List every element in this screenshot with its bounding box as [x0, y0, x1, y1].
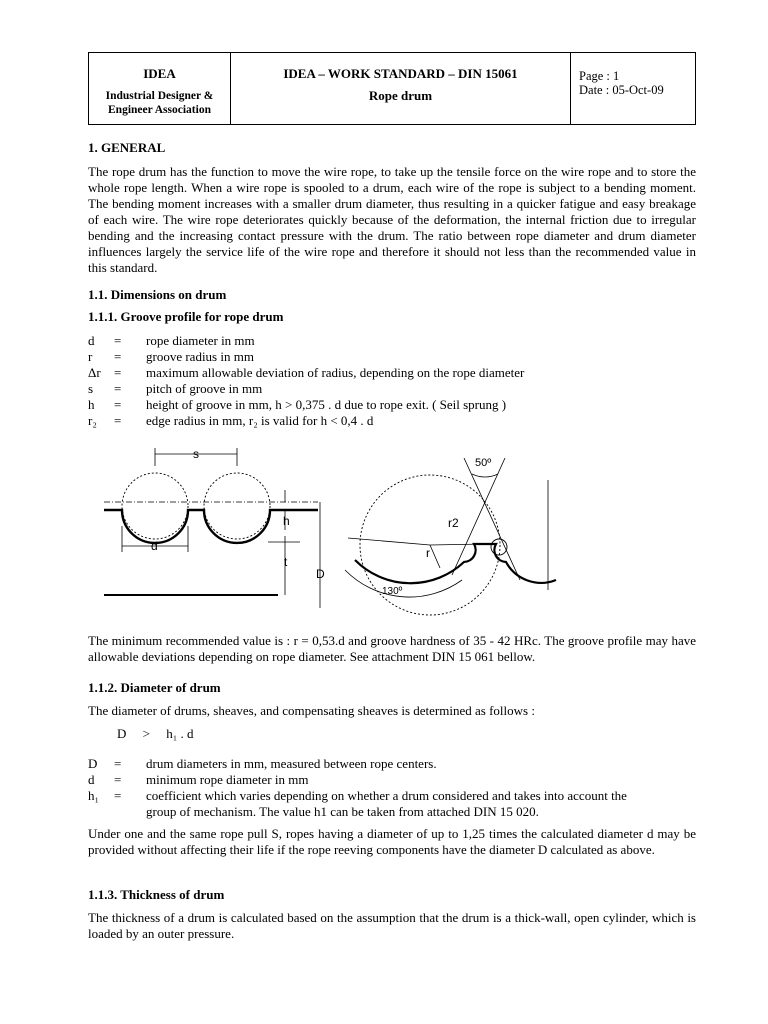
label-h: h: [283, 514, 290, 528]
header-title-cell: [231, 53, 571, 124]
section-thickness-heading: 1.1.3. Thickness of drum: [88, 887, 225, 902]
label-D: D: [316, 567, 325, 581]
def-description: pitch of groove in mm: [146, 381, 263, 396]
def-description: edge radius in mm, r₂ is valid for h < 0,4 . d: [146, 413, 374, 428]
header-org-cell: [89, 53, 231, 124]
def-equals: =: [114, 413, 122, 428]
header-table: [88, 52, 696, 125]
def-equals: =: [114, 756, 122, 771]
section-diameter-heading: 1.1.2. Diameter of drum: [88, 680, 221, 695]
section-general-text: The rope drum has the function to move the wire rope, to take up the tensile force on the wire rope and to store the whole rope length. When a wire rope is spooled to a drum, each wire of the rope is subject to a bending moment. The bending moment increases with a smaller drum diameter, thus resulting in a quicker fatigue and easy breakage of each wire. The wire rope deteriorates quickly because of the deformation, the internal friction due to irregular bending and the increasing contact pressure with the drum. The ratio between rope diameter and drum diameter influences largely the service life of the wire rope and therefore it should not less than the recommended value in this standard.: [88, 164, 696, 275]
def-symbol: h₁: [88, 788, 100, 803]
def-equals: =: [114, 381, 122, 396]
def-description: rope diameter in mm: [146, 333, 255, 348]
rope-circle-left: [122, 473, 188, 539]
header-meta-cell: [571, 53, 695, 124]
def-description: maximum allowable deviation of radius, depending on the rope diameter: [146, 365, 525, 380]
thickness-text: The thickness of a drum is calculated based on the assumption that the drum is a thick-wall, open cylinder, which is loaded by an outer pressure.: [88, 910, 696, 941]
org-subtitle-line2: Engineer Association: [108, 104, 211, 116]
def-symbol: d: [88, 772, 95, 787]
label-s: s: [193, 447, 199, 461]
label-angle-130: 130º: [382, 586, 403, 597]
diameter-text: Under one and the same rope pull S, ropes having a diameter of up to 1,25 times the calculated diameter d may be provided without affecting their life if the rope reeving components have the diameter D calculated as above.: [88, 826, 696, 857]
def-equals: =: [114, 349, 122, 364]
label-angle-50: 50º: [475, 457, 492, 469]
section-groove-heading: 1.1.1. Groove profile for rope drum: [88, 309, 284, 324]
def-equals: =: [114, 397, 122, 412]
groove-profile-diagram: [0, 440, 768, 620]
groove-detail-surface: [355, 544, 556, 583]
diameter-intro: The diameter of drums, sheaves, and compensating sheaves is determined as follows :: [88, 703, 535, 718]
label-r: r: [426, 546, 430, 560]
def-symbol: D: [88, 756, 98, 771]
section-dimensions-heading: 1.1. Dimensions on drum: [88, 287, 227, 302]
def-symbol: s: [88, 381, 94, 396]
label-r2: r2: [448, 516, 459, 530]
def-symbol: h: [88, 397, 95, 412]
def-description: groove radius in mm: [146, 349, 254, 364]
def-symbol: Δr: [88, 365, 101, 380]
doc-date: Date : 05-Oct-09: [579, 83, 664, 97]
def-equals: =: [114, 333, 122, 348]
org-subtitle-line1: Industrial Designer &: [105, 90, 214, 102]
def-description: minimum rope diameter in mm: [146, 772, 309, 787]
def-symbol: d: [88, 333, 95, 348]
def-equals: =: [114, 365, 122, 380]
def-description: drum diameters in mm, measured between rope centers.: [146, 756, 437, 771]
def-equals: =: [114, 788, 122, 803]
def-description-cont: group of mechanism. The value h1 can be taken from attached DIN 15 020.: [146, 804, 539, 819]
def-symbol: r: [88, 349, 93, 364]
def-description: height of groove in mm, h > 0,375 . d due to rope exit. ( Seil sprung ): [146, 397, 507, 412]
def-symbol: r₂: [88, 413, 97, 428]
def-equals: =: [114, 772, 122, 787]
org-subtitle: [89, 89, 230, 117]
def-description: coefficient which varies depending on whether a drum considered and takes into account the: [146, 788, 627, 803]
label-d: d: [151, 539, 158, 553]
rope-circle-right: [204, 473, 270, 539]
doc-title: IDEA – WORK STANDARD – DIN 15061: [283, 66, 518, 81]
org-name: IDEA: [143, 66, 176, 81]
groove-after-text: The minimum recommended value is : r = 0,53.d and groove hardness of 35 - 42 HRc. The groove profile may have allowable deviations depending on rope diameter. See attachment DIN 15 061 bellow.: [88, 633, 696, 664]
diameter-formula: D > h₁ . d: [117, 726, 194, 741]
section-general-heading: 1. GENERAL: [88, 140, 166, 155]
label-t: t: [284, 555, 288, 569]
page-number: Page : 1: [579, 69, 620, 83]
doc-subject: Rope drum: [368, 88, 433, 103]
